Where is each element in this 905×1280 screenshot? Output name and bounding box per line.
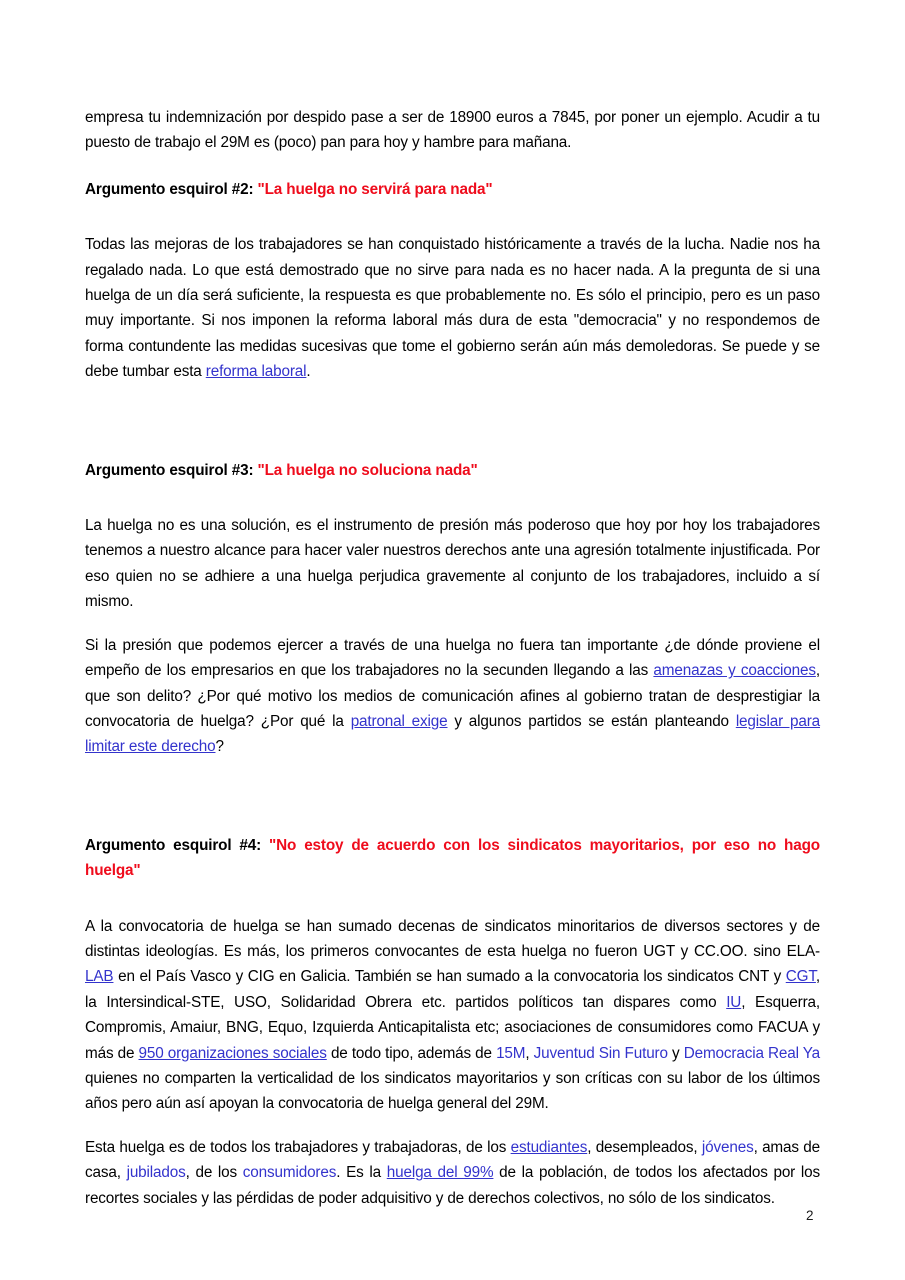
paragraph-text: , que son delito? ¿Por qué motivo los medios de comunicación afines al gobierno tratan de desprestigiar la convocatoria de huelga? ¿Por qué la xyxy=(85,662,820,730)
paragraph-text: y algunos partidos se están planteando xyxy=(447,712,736,730)
heading-label: Argumento esquirol #2: xyxy=(85,180,258,198)
link-reforma-laboral[interactable]: reforma laboral xyxy=(205,363,307,381)
spacer xyxy=(85,202,820,232)
link-estudiantes[interactable]: estudiantes xyxy=(510,1138,588,1156)
link-jovenes[interactable]: jóvenes xyxy=(701,1138,754,1156)
spacer xyxy=(85,884,820,914)
link-jubilados[interactable]: jubilados xyxy=(126,1164,186,1182)
heading-label: Argumento esquirol #4: xyxy=(85,836,270,854)
link-amenazas-y-coacciones[interactable]: amenazas y coacciones xyxy=(653,662,816,680)
link-legislar-para-limitar-este-derecho[interactable]: legislar para limitar este derecho xyxy=(85,712,820,756)
paragraph-text: y xyxy=(667,1044,684,1062)
paragraph-text: La huelga no es una solución, es el instrumento de presión más poderoso que hoy por hoy los trabajadores tenemos a nuestro alcance para hacer valer nuestros derechos ante una agresión totalmente injustificada. Por eso quien no se adhiere a una huelga perjudica gravemente al conjunto de los trabajadores, incluido a sí mismo. xyxy=(85,517,820,611)
heading-argumento-3 xyxy=(85,458,820,483)
document-body xyxy=(85,105,820,1211)
link-patronal-exige[interactable]: patronal exige xyxy=(350,712,448,730)
link-950-organizaciones-sociales[interactable]: 950 organizaciones sociales xyxy=(138,1044,327,1062)
heading-argumento-4 xyxy=(85,833,820,884)
paragraph-text: Si la presión que podemos ejercer a través de una huelga no fuera tan importante ¿de dónde proviene el empeño de los empresarios en que los trabajadores no la secunden llegando a las xyxy=(85,636,820,680)
paragraph-text: A la convocatoria de huelga se han sumado decenas de sindicatos minoritarios de diversos sectores y de distintas ideologías. Es más, los primeros convocantes de esta huelga no fueron UGT y CC.OO. sino ELA- xyxy=(85,917,820,960)
paragraph-text-tail: quienes no comparten la verticalidad de los sindicatos mayoritarios y son críticas con su labor de los últimos años pero aún así apoyan la convocatoria de huelga general del 29M. xyxy=(85,1069,820,1113)
link-15m[interactable]: 15M xyxy=(496,1044,526,1062)
heading-quote: "La huelga no servirá para nada" xyxy=(257,180,493,198)
paragraph-text: en el País Vasco y CIG en Galicia. También se han sumado a la convocatoria los sindicatos CNT y xyxy=(113,968,786,986)
paragraph-text: , amas de casa, xyxy=(85,1138,820,1182)
paragraph-continuation xyxy=(85,105,820,156)
heading-quote: "No estoy de acuerdo con los sindicatos mayoritarios, por eso no hago huelga" xyxy=(85,836,820,880)
heading-argumento-2 xyxy=(85,177,820,202)
spacer xyxy=(85,385,820,458)
link-juventud-sin-futuro[interactable]: Juventud Sin Futuro xyxy=(533,1044,668,1062)
paragraph-text-tail: ? xyxy=(215,738,224,756)
link-consumidores[interactable]: consumidores xyxy=(242,1164,337,1182)
spacer xyxy=(85,156,820,177)
link-lab[interactable]: LAB xyxy=(85,968,114,986)
paragraph-text: empresa tu indemnización por despido pase a ser de 18900 euros a 7845, por poner un ejemplo. Acudir a tu puesto de trabajo el 29M es (poco) pan para hoy y hambre para mañana. xyxy=(85,109,820,152)
paragraph-text: , de los xyxy=(185,1164,243,1182)
paragraph-text: Todas las mejoras de los trabajadores se han conquistado históricamente a través de la lucha. Nadie nos ha regalado nada. Lo que está demostrado que no sirve para nada es no hacer nada. A la pregunta de si una huelga de un día será suficiente, la respuesta es que probablemente no. Es sólo el principio, pero es un paso muy importante. Si nos imponen la reforma laboral más dura de esta "democracia" y no respondemos de forma contundente las medidas sucesivas que tome el gobierno serán aún más demoledoras. Se puede y se debe tumbar esta xyxy=(85,236,820,381)
spacer xyxy=(85,483,820,513)
link-cgt[interactable]: CGT xyxy=(785,968,816,986)
paragraph-argumento-2-body xyxy=(85,232,820,384)
paragraph-argumento-3-body xyxy=(85,513,820,615)
paragraph-text-tail: . xyxy=(306,363,311,381)
page-number: 2 xyxy=(806,1208,814,1223)
paragraph-text: , desempleados, xyxy=(587,1138,702,1156)
link-iu[interactable]: IU xyxy=(726,993,742,1011)
link-democracia-real-ya[interactable]: Democracia Real Ya xyxy=(683,1044,821,1062)
paragraph-text-tail: de la población, de todos los afectados por los recortes sociales y las pérdidas de poder adquisitivo y de derechos colectivos, no sólo de los sindicatos. xyxy=(85,1164,820,1207)
paragraph-text: , xyxy=(525,1044,534,1062)
heading-label: Argumento esquirol #3: xyxy=(85,461,258,479)
paragraph-huelga-de-todos xyxy=(85,1135,820,1211)
paragraph-text: , Esquerra, Compromis, Amaiur, BNG, Equo, Izquierda Anticapitalista etc; asociaciones de consumidores como FACUA y más de xyxy=(85,993,820,1062)
paragraph-sindicatos xyxy=(85,914,820,1117)
paragraph-presion xyxy=(85,633,820,760)
spacer xyxy=(85,760,820,833)
paragraph-text: . Es la xyxy=(336,1164,387,1182)
paragraph-text: de todo tipo, además de xyxy=(326,1044,497,1062)
heading-quote: "La huelga no soluciona nada" xyxy=(257,461,478,479)
paragraph-text: , la Intersindical-STE, USO, Solidaridad Obrera etc. partidos políticos tan dispares como xyxy=(85,968,820,1011)
link-huelga-del-99[interactable]: huelga del 99% xyxy=(386,1164,494,1182)
paragraph-text: Esta huelga es de todos los trabajadores y trabajadoras, de los xyxy=(85,1138,511,1156)
